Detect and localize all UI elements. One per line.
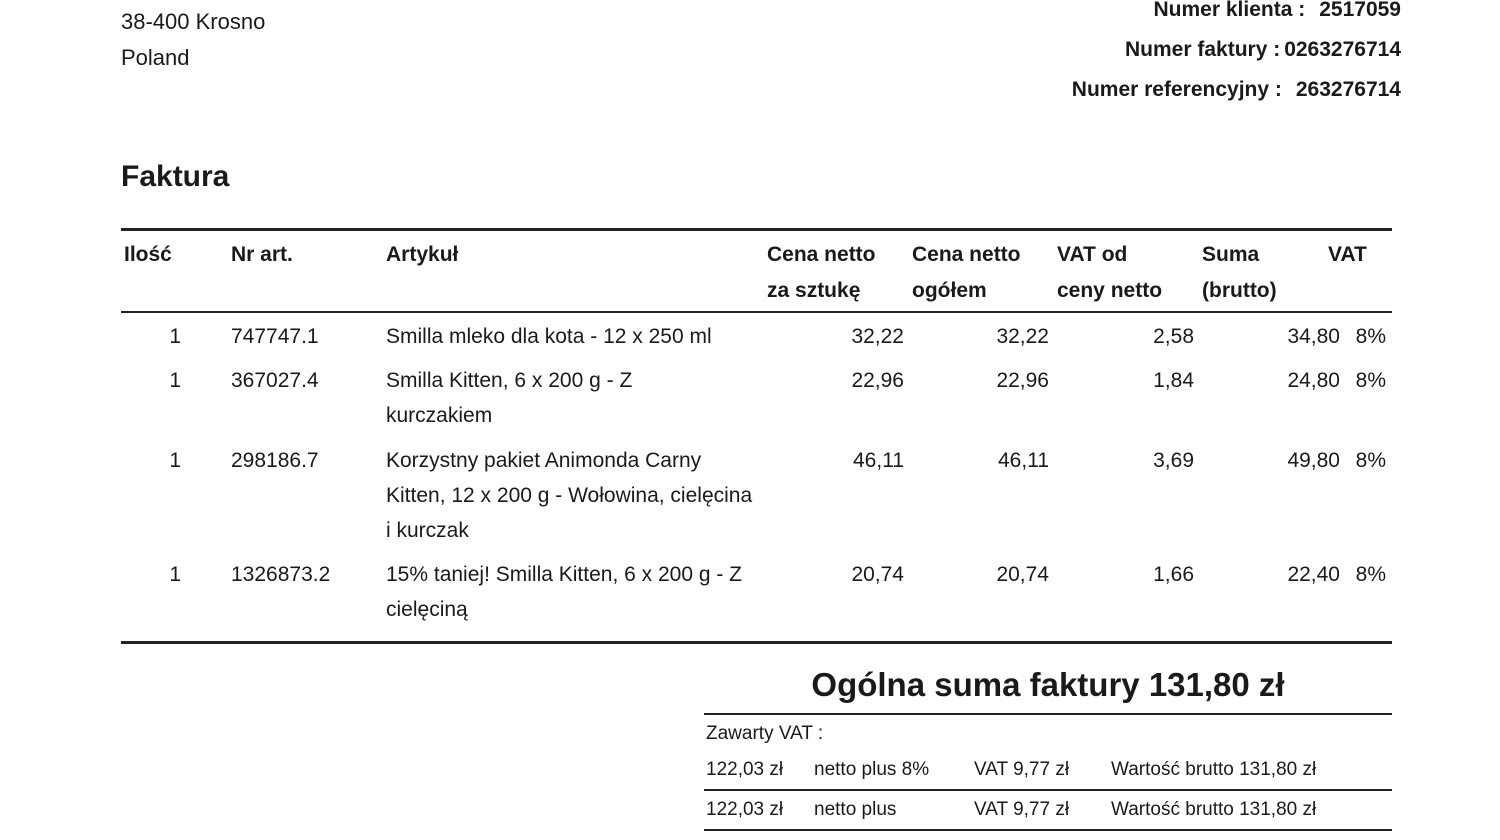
header-unit-net-price: [767, 237, 876, 309]
row-total-net-price: 32,22: [996, 325, 1049, 348]
row-qty: 1: [169, 369, 181, 392]
client-number-row: [1072, 0, 1401, 30]
header-gross-sum: [1202, 237, 1277, 309]
address-country-line: Poland: [121, 45, 190, 70]
row-vat-rate: 8%: [1355, 563, 1386, 586]
vat-row-desc: netto plus: [814, 799, 897, 820]
row-article: 15% taniej! Smilla Kitten, 6 x 200 g - Z cielęciną: [386, 563, 743, 621]
row-qty: 1: [169, 563, 181, 586]
vat-row-vat: VAT 9,77 zł: [974, 759, 1070, 780]
header-article: Artykuł: [386, 243, 459, 266]
row-gross-sum: 49,80: [1287, 449, 1340, 472]
invoice-number-row: [1072, 30, 1401, 70]
row-article-number: 367027.4: [231, 369, 319, 392]
customer-address: [121, 4, 265, 76]
table-row: [121, 319, 1392, 363]
header-vat-rate: VAT: [1328, 243, 1367, 266]
vat-summary-row: [704, 791, 1392, 831]
client-number-value: 2517059: [1319, 0, 1401, 21]
row-vat-rate: 8%: [1355, 449, 1386, 472]
row-article-number: 1326873.2: [231, 563, 331, 586]
row-total-net-price: 20,74: [996, 563, 1049, 586]
row-vat-rate: 8%: [1355, 369, 1386, 392]
header-article-number: Nr art.: [231, 243, 293, 266]
row-gross-sum: 22,40: [1287, 563, 1340, 586]
vat-row-vat: VAT 9,77 zł: [974, 799, 1070, 820]
row-gross-sum: 24,80: [1287, 369, 1340, 392]
row-vat-amount: 2,58: [1153, 325, 1194, 348]
document-title: Faktura: [121, 160, 230, 193]
header-gross-sum-line1: Suma: [1202, 243, 1260, 266]
row-qty: 1: [169, 325, 181, 348]
reference-number-label: Numer referencyjny :: [1071, 78, 1282, 101]
vat-row-net: 122,03 zł: [706, 799, 784, 820]
header-unit-net-price-line2: za sztukę: [767, 279, 861, 302]
header-unit-net-price-line1: Cena netto: [767, 243, 876, 266]
row-unit-net-price: 20,74: [851, 563, 904, 586]
invoice-number-label: Numer faktury :: [1125, 38, 1281, 61]
header-total-net-price-line1: Cena netto: [912, 243, 1021, 266]
vat-row-gross: Wartość brutto 131,80 zł: [1111, 799, 1317, 820]
table-row: [121, 363, 1392, 443]
header-total-net-price-line2: ogółem: [912, 279, 987, 302]
row-unit-net-price: 32,22: [851, 325, 904, 348]
row-article: Korzystny pakiet Animonda Carny Kitten, 12 x 200 g - Wołowina, cielęcina i kurczak: [386, 449, 753, 542]
table-row: [121, 557, 1392, 641]
vat-summary-row: [704, 751, 1392, 791]
items-table: [121, 228, 1392, 644]
header-vat-amount-line1: VAT od: [1057, 243, 1128, 266]
address-city-line: 38-400 Krosno: [121, 9, 266, 34]
row-article: Smilla mleko dla kota - 12 x 250 ml: [386, 325, 712, 348]
row-unit-net-price: 46,11: [853, 449, 904, 472]
client-number-label: Numer klienta :: [1153, 0, 1306, 21]
invoice-number-value: 0263276714: [1284, 38, 1401, 61]
row-total-net-price: 46,11: [998, 449, 1049, 472]
row-article-number: 298186.7: [231, 449, 319, 472]
reference-number-value: 263276714: [1295, 78, 1401, 101]
vat-summary-heading: Zawarty VAT :: [706, 723, 824, 744]
row-unit-net-price: 22,96: [851, 369, 904, 392]
grand-total: Ogólna suma faktury 131,80 zł: [811, 666, 1285, 703]
vat-summary: [704, 713, 1392, 831]
vat-row-gross: Wartość brutto 131,80 zł: [1111, 759, 1317, 780]
reference-number-row: [1072, 70, 1401, 110]
header-gross-sum-line2: (brutto): [1202, 279, 1277, 302]
row-qty: 1: [169, 449, 181, 472]
row-article: Smilla Kitten, 6 x 200 g - Z kurczakiem: [386, 369, 633, 427]
row-total-net-price: 22,96: [996, 369, 1049, 392]
table-row: [121, 443, 1392, 557]
header-vat-amount: [1057, 237, 1162, 309]
row-gross-sum: 34,80: [1287, 325, 1340, 348]
header-qty: Ilość: [124, 243, 172, 266]
header-vat-amount-line2: ceny netto: [1057, 279, 1163, 302]
row-vat-rate: 8%: [1355, 325, 1386, 348]
vat-row-desc: netto plus 8%: [814, 759, 930, 780]
invoice-info-block: [1072, 0, 1401, 110]
row-vat-amount: 3,69: [1153, 449, 1194, 472]
row-vat-amount: 1,66: [1153, 563, 1194, 586]
vat-row-net: 122,03 zł: [706, 759, 784, 780]
row-vat-amount: 1,84: [1153, 369, 1194, 392]
items-table-header: [121, 231, 1392, 313]
header-total-net-price: [912, 237, 1021, 309]
row-article-number: 747747.1: [231, 325, 319, 348]
